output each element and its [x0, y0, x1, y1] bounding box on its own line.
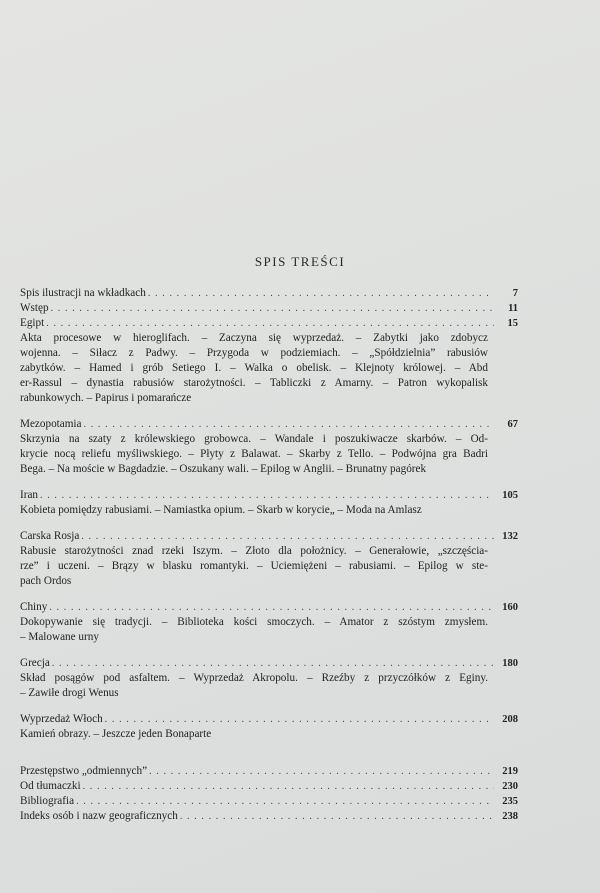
- page-title: SPIS TREŚCI: [254, 254, 346, 269]
- subtopic-line: – Zawiłe drogi Wenus: [20, 687, 119, 699]
- subtopic-line: Skład posągów pod asfaltem. – Wyprzedaż Akropolu. – Rzeźby z przyczółków z Eginy.: [20, 672, 488, 684]
- toc-entry-label: Bibliografia: [20, 795, 75, 807]
- dot-leader: [81, 529, 494, 544]
- dot-leader: [49, 600, 494, 615]
- toc-page-number: 180: [502, 658, 518, 669]
- toc-entry: [20, 301, 518, 316]
- toc-entry-subtopics: [20, 615, 488, 645]
- toc-page-number: 160: [502, 602, 518, 613]
- dot-leader: [105, 712, 494, 727]
- toc-entry-heading: [20, 286, 518, 301]
- subtopic-line: er-Rassul – dynastia rabusiów starożytności. – Tabliczki z Amarny. – Patron wykopalisk: [20, 377, 488, 389]
- subtopic-line: krycie nocą reliefu myśliwskiego. – Płyty z Balawat. – Skarby z Tello. – Podwójna gra Badri: [20, 448, 488, 460]
- toc-entry-label: Chiny: [20, 601, 48, 613]
- toc-page-number: 7: [512, 288, 518, 299]
- toc-entry-label: Iran: [20, 489, 39, 501]
- toc-entry-heading: [20, 779, 518, 794]
- toc-entry-label: Egipt: [20, 317, 45, 329]
- toc-page-number: 230: [502, 781, 518, 792]
- toc-entry-heading: [20, 417, 518, 432]
- toc-page-number: 67: [507, 419, 518, 430]
- toc-entry: [20, 600, 518, 645]
- subtopic-line: Dokopywanie się tradycji. – Biblioteka kości smoczych. – Amator z szóstym zmysłem.: [20, 616, 488, 628]
- subtopic-line: Rabusie starożytności znad rzeki Iszym. – Złoto dla położnicy. – Generałowie, „szczęścia-: [20, 545, 488, 557]
- dot-leader: [84, 417, 494, 432]
- toc-entry-label: Mezopotamia: [20, 418, 82, 430]
- toc-entry-label: Wstęp: [20, 302, 49, 314]
- subtopic-line: rabunkowych. – Papirus i pomarańcze: [20, 392, 192, 404]
- subtopic-line: zabytków. – Hamed i grób Setiego I. – Walka o obelisk. – Klejnoty królowej. – Abd: [20, 362, 488, 374]
- toc-entry-subtopics: [20, 727, 488, 742]
- dot-leader: [180, 809, 494, 824]
- toc-page-number: 208: [502, 714, 518, 725]
- table-of-contents: [20, 286, 518, 824]
- toc-entry: [20, 779, 518, 794]
- toc-entry-subtopics: [20, 503, 488, 518]
- dot-leader: [76, 794, 494, 809]
- dot-leader: [52, 656, 494, 671]
- dot-leader: [40, 488, 494, 503]
- toc-entry-label: Wyprzedaż Włoch: [20, 713, 103, 725]
- dot-leader: [148, 286, 494, 301]
- subtopic-line: Kobieta pomiędzy rabusiami. – Namiastka opium. – Skarb w korycie„ – Moda na Amlasz: [20, 504, 422, 516]
- toc-entry-heading: [20, 301, 518, 316]
- toc-entry-heading: [20, 600, 518, 615]
- subtopic-line: Skrzynia na szaty z królewskiego grobowca. – Wandale i poszukiwacze skarbów. – Od-: [20, 433, 488, 445]
- toc-entry-label: Carska Rosja: [20, 530, 80, 542]
- toc-page-number: 132: [502, 531, 518, 542]
- toc-entry-label: Od tłumaczki: [20, 780, 81, 792]
- toc-entry-label: Spis ilustracji na wkładkach: [20, 287, 146, 299]
- toc-page-number: 105: [502, 490, 518, 501]
- toc-entry-heading: [20, 656, 518, 671]
- toc-page-number: 238: [502, 811, 518, 822]
- toc-entry-heading: [20, 764, 518, 779]
- toc-entry: [20, 712, 518, 742]
- toc-page-number: 219: [502, 766, 518, 777]
- toc-entry-label: Grecja: [20, 657, 50, 669]
- toc-entry: [20, 417, 518, 477]
- toc-entry: [20, 656, 518, 701]
- toc-entry-label: Indeks osób i nazw geograficznych: [20, 810, 178, 822]
- toc-entry-subtopics: [20, 432, 488, 477]
- dot-leader: [83, 779, 494, 794]
- toc-entry-heading: [20, 712, 518, 727]
- toc-entry: [20, 286, 518, 301]
- subtopic-line: – Malowane urny: [20, 631, 99, 643]
- toc-entry: [20, 316, 518, 406]
- toc-page-number: 15: [507, 318, 518, 329]
- dot-leader: [46, 316, 494, 331]
- toc-entry-heading: [20, 529, 518, 544]
- subtopic-line: Kamień obrazy. – Jeszcze jeden Bonaparte: [20, 728, 212, 740]
- subtopic-line: Akta procesowe w hieroglifach. – Zaczyna się wyprzedaż. – Zabytki jako zdobycz: [20, 332, 488, 344]
- dot-leader: [51, 301, 494, 316]
- toc-entry: [20, 488, 518, 518]
- toc-entry-heading: [20, 488, 518, 503]
- toc-page-number: 235: [502, 796, 518, 807]
- subtopic-line: pach Ordos: [20, 575, 72, 587]
- toc-entry: [20, 529, 518, 589]
- toc-entry-heading: [20, 794, 518, 809]
- toc-entry-subtopics: [20, 671, 488, 701]
- dot-leader: [149, 764, 494, 779]
- toc-entry: [20, 764, 518, 779]
- toc-entry: [20, 809, 518, 824]
- subtopic-line: Bega. – Na moście w Bagdadzie. – Oszukany wali. – Epilog w Anglii. – Brunatny pagórek: [20, 463, 427, 475]
- toc-entry-label: Przestępstwo „odmiennych”: [20, 765, 148, 777]
- toc-page-number: 11: [508, 303, 518, 314]
- toc-entry-subtopics: [20, 331, 488, 406]
- toc-entry-subtopics: [20, 544, 488, 589]
- subtopic-line: wojenna. – Siłacz z Padwy. – Przygoda w podziemiach. – „Spółdzielnia” rabusiów: [20, 347, 488, 359]
- toc-entry-heading: [20, 809, 518, 824]
- toc-entry-heading: [20, 316, 518, 331]
- subtopic-line: rze” i uczeni. – Brązy w blasku romantyki. – Uciemiężeni – rabusiami. – Epilog w ste-: [20, 560, 488, 572]
- toc-entry: [20, 794, 518, 809]
